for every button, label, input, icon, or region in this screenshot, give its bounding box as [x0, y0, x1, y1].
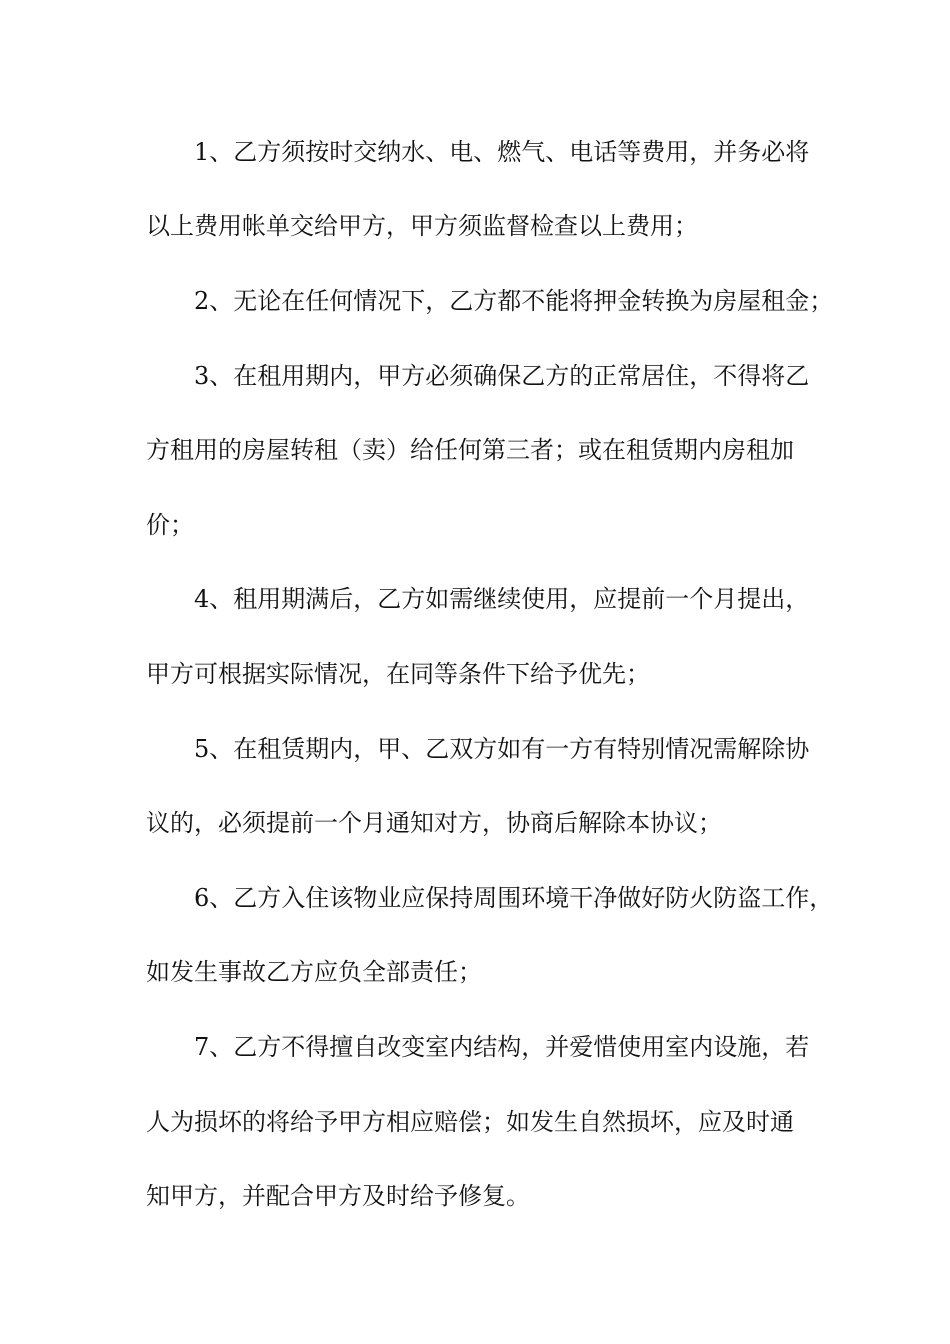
clause-7-line-1: 7、乙方不得擅自改变室内结构，并爱惜使用室内设施，若 — [194, 1033, 810, 1061]
clause-5-line-2: 议的，必须提前一个月通知对方，协商后解除本协议； — [146, 809, 722, 837]
clause-6-line-2: 如发生事故乙方应负全部责任； — [146, 958, 482, 986]
clause-5-line-1: 5、在租赁期内，甲、乙双方如有一方有特别情况需解除协 — [194, 735, 810, 763]
clause-3-line-2: 方租用的房屋转租（卖）给任何第三者；或在租赁期内房租加 — [146, 436, 794, 464]
clause-1-line-2: 以上费用帐单交给甲方，甲方须监督检查以上费用； — [146, 212, 698, 240]
clause-2-line-1: 2、无论在任何情况下，乙方都不能将押金转换为房屋租金； — [194, 287, 834, 315]
clause-7-line-3: 知甲方，并配合甲方及时给予修复。 — [146, 1182, 530, 1210]
clause-1-line-1: 1、乙方须按时交纳水、电、燃气、电话等费用，并务必将 — [194, 138, 810, 166]
clause-6-line-1: 6、乙方入住该物业应保持周围环境干净做好防火防盗工作， — [194, 884, 834, 912]
clause-4-line-1: 4、租用期满后，乙方如需继续使用，应提前一个月提出， — [194, 585, 810, 613]
clause-3-line-1: 3、在租用期内，甲方必须确保乙方的正常居住，不得将乙 — [194, 362, 810, 390]
clause-7-line-2: 人为损坏的将给予甲方相应赔偿；如发生自然损坏，应及时通 — [146, 1108, 794, 1136]
clause-3-line-3: 价； — [146, 511, 194, 539]
clause-4-line-2: 甲方可根据实际情况，在同等条件下给予优先； — [146, 660, 650, 688]
